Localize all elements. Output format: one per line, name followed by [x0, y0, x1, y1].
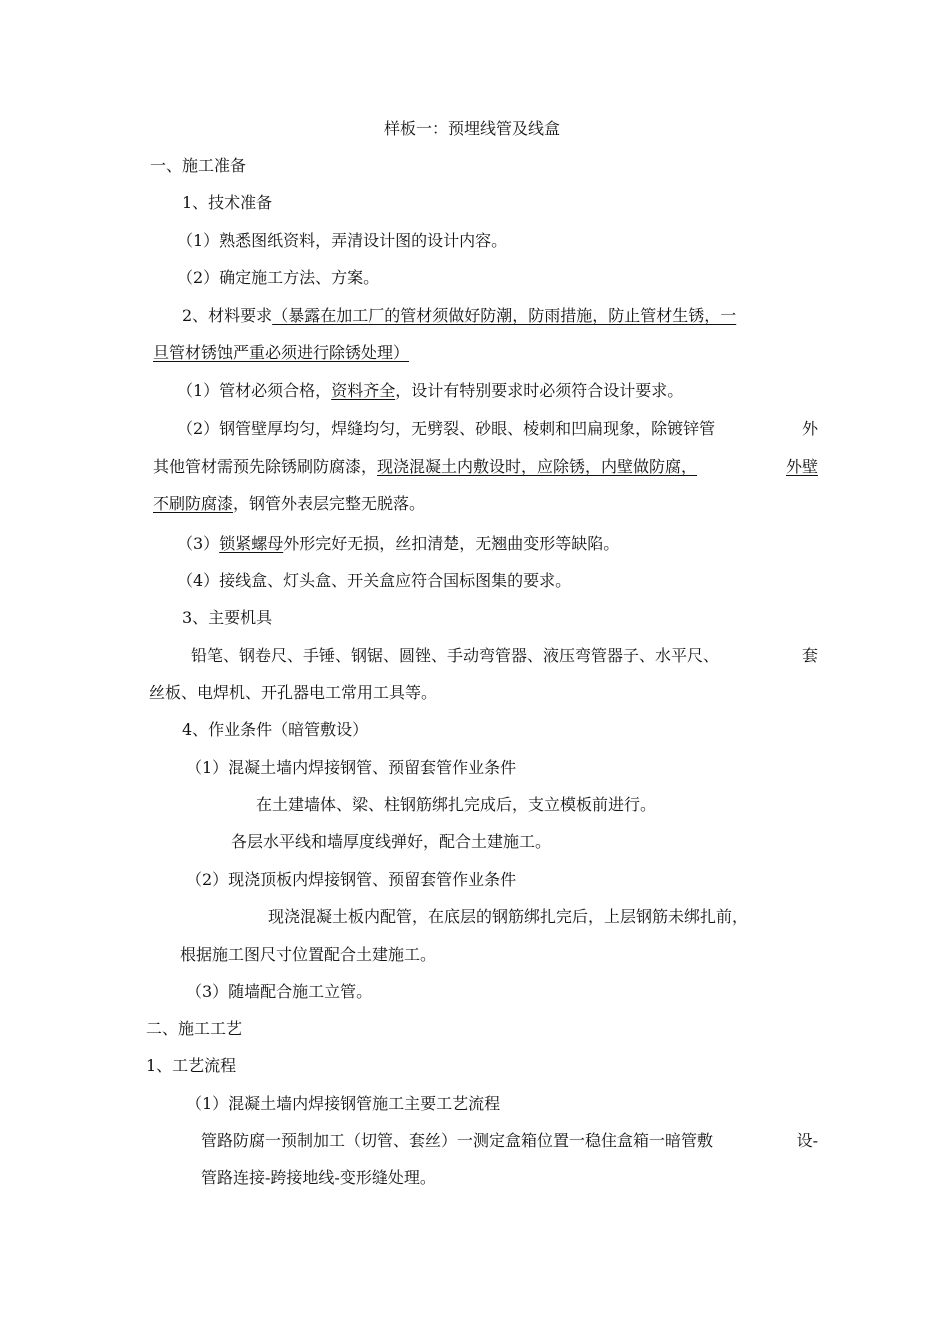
paragraph-line: （1）熟悉图纸资料，弄清设计图的设计内容。: [177, 231, 508, 250]
paragraph-line: [153, 493, 425, 515]
text-run: 外形完好无损，丝扣清楚，无翘曲变形等缺陷。: [283, 534, 620, 553]
underlined-text: 不刷防腐漆: [153, 494, 234, 513]
text-run: ，设计有特别要求时必须符合设计要求。: [395, 381, 684, 400]
paragraph-line: [191, 645, 818, 667]
subsection-heading: 2、材料要求: [182, 306, 273, 325]
subsection-heading: 1、工艺流程: [146, 1056, 237, 1075]
paragraph-line: [153, 456, 818, 478]
text-run: 外: [801, 419, 818, 438]
text-run: （2）钢管壁厚均匀，焊缝均匀，无劈裂、砂眼、棱刺和凹扁现象，除镀锌管: [177, 419, 716, 438]
paragraph-line: [177, 418, 818, 440]
paragraph-line: [177, 380, 683, 402]
paragraph-line: [182, 305, 736, 327]
paragraph-line: 现浇混凝土板内配管，在底层的钢筋绑扎完后，上层钢筋未绑扎前，: [268, 907, 749, 926]
underlined-text: 锁紧螺母: [219, 534, 284, 553]
paragraph-line: 在土建墙体、梁、柱钢筋绑扎完成后，支立模板前进行。: [256, 795, 657, 814]
text-run: ，钢管外表层完整无脱落。: [233, 494, 426, 513]
paragraph-line: （3）随墙配合施工立管。: [186, 982, 373, 1001]
subsection-heading: 4、作业条件（暗管敷设）: [182, 720, 369, 739]
underlined-text: 现浇混凝土内敷设时，应除锈，内壁做防腐，: [377, 457, 698, 476]
document-title: 样板一：预埋线管及线盒: [384, 119, 561, 138]
paragraph-line: 各层水平线和墙厚度线弹好，配合土建施工。: [231, 832, 552, 851]
underlined-text: 资料齐全: [331, 381, 396, 400]
underlined-text: 外壁: [785, 457, 818, 476]
paragraph-line: （1）混凝土墙内焊接钢管、预留套管作业条件: [186, 758, 517, 777]
underlined-note: 旦管材锈蚀严重必须进行除锈处理）: [153, 343, 410, 362]
subsection-heading: 1、技术准备: [182, 193, 273, 212]
paragraph-line: [177, 533, 619, 555]
paragraph-line: （4）接线盒、灯头盒、开关盒应符合国标图集的要求。: [177, 571, 572, 590]
text-run: 设-: [796, 1131, 818, 1150]
text-run: 其他管材需预先除锈刷防腐漆，: [153, 457, 378, 476]
text-run: （1）管材必须合格，: [177, 381, 332, 400]
subsection-heading: 3、主要机具: [182, 608, 273, 627]
paragraph-line: 根据施工图尺寸位置配合土建施工。: [180, 945, 437, 964]
section-heading: 一、施工准备: [150, 156, 247, 175]
paragraph-line: 丝板、电焊机、开孔器电工常用工具等。: [149, 683, 438, 702]
paragraph-line: （2）确定施工方法、方案。: [177, 268, 380, 287]
text-run: 套: [801, 646, 818, 665]
text-run: （3）: [177, 534, 220, 553]
underlined-note: （暴露在加工厂的管材须做好防潮，防雨措施，防止管材生锈，一: [272, 306, 737, 325]
paragraph-line: 管路连接-跨接地线-变形缝处理。: [201, 1168, 436, 1187]
text-run: 铅笔、钢卷尺、手锤、钢锯、圆锉、手动弯管器、液压弯管器子、水平尺、: [191, 646, 720, 665]
text-run: 管路防腐一预制加工（切管、套丝）一测定盒箱位置一稳住盒箱一暗管敷: [201, 1131, 714, 1150]
paragraph-line: [201, 1130, 818, 1152]
paragraph-line: （1）混凝土墙内焊接钢管施工主要工艺流程: [186, 1094, 501, 1113]
paragraph-line: （2）现浇顶板内焊接钢管、预留套管作业条件: [186, 870, 517, 889]
section-heading: 二、施工工艺: [146, 1019, 243, 1038]
